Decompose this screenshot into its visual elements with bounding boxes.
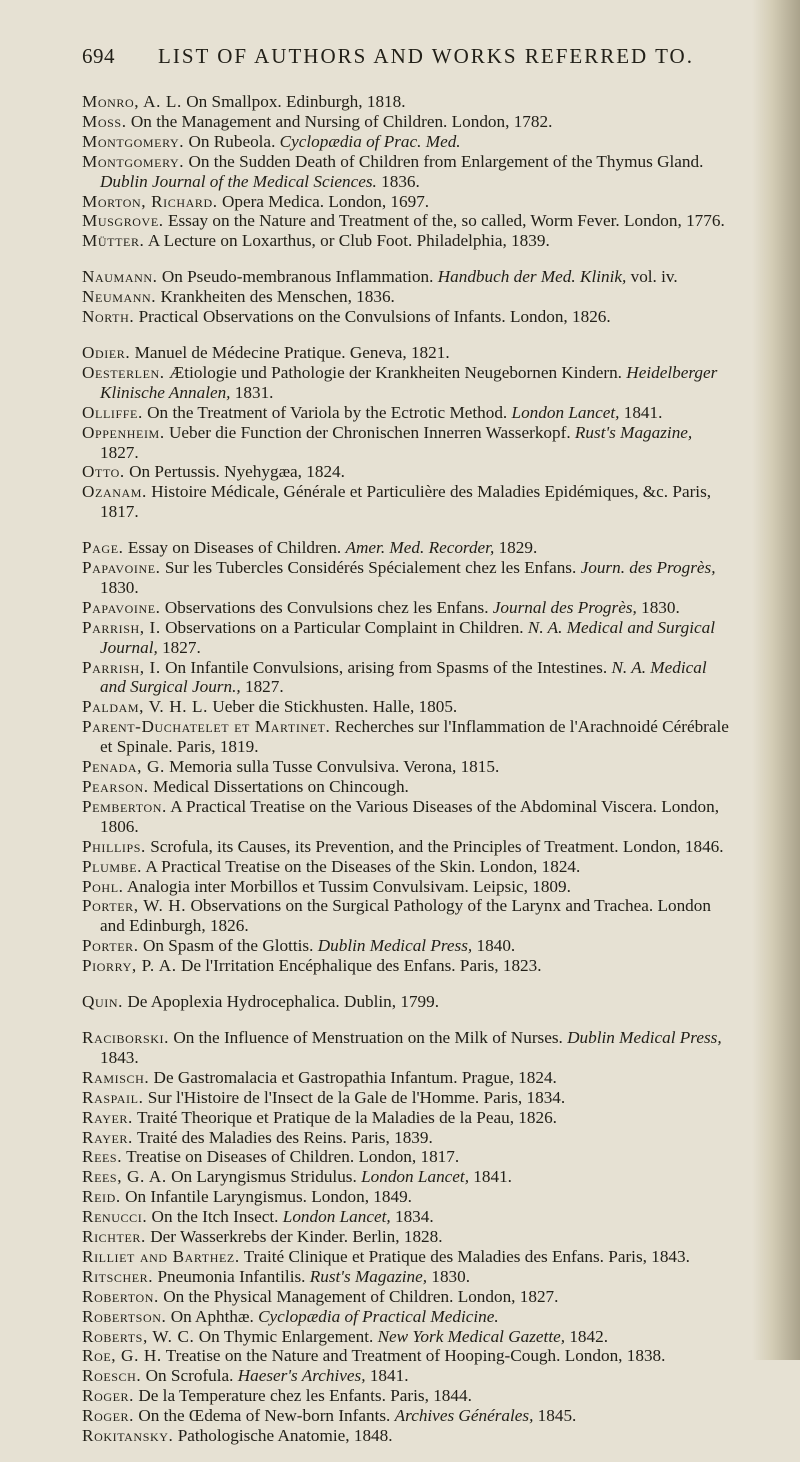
- entry-author: Roger.: [82, 1386, 135, 1406]
- entry-title: On Aphthæ.: [170, 1306, 254, 1326]
- reference-entry: [82, 1147, 732, 1167]
- entry-title: Sur l'Histoire de l'Insect de la Gale de l'Homme.: [147, 1087, 480, 1107]
- entry-author: Roger.: [82, 1406, 135, 1426]
- entry-publication: 1843.: [100, 1047, 139, 1067]
- entry-author: Porter, W. H.: [82, 896, 187, 916]
- entry-author: Parent-Duchatelet et Martinet.: [82, 717, 331, 737]
- entry-publication: Paris, 1823.: [459, 956, 542, 976]
- entry-journal: Dublin Medical Press,: [567, 1027, 722, 1047]
- entry-title: Memoria sulla Tusse Convulsiva.: [169, 757, 400, 777]
- entry-author: Ramisch.: [82, 1067, 150, 1087]
- entry-title: On Scrofula.: [145, 1366, 234, 1386]
- entry-title: Treatise on the Nature and Treatment of Hooping-Cough.: [165, 1346, 561, 1366]
- entry-publication: 1830.: [641, 597, 680, 617]
- entry-author: Papavoine.: [82, 558, 161, 578]
- entry-author: Pearson.: [82, 777, 149, 796]
- entry-author: Phillips.: [82, 836, 146, 856]
- entry-author: Roberton.: [82, 1286, 159, 1306]
- entry-title: Pathologische Anatomie,: [177, 1426, 350, 1446]
- entry-publication: London, 1806.: [100, 796, 719, 836]
- entry-author: Olliffe.: [82, 402, 143, 422]
- page-edge-shadow: [752, 0, 800, 1360]
- entry-title: Essay on Diseases of Children.: [127, 538, 342, 558]
- entry-title: On Rubeola.: [188, 131, 276, 151]
- letter-group: [82, 992, 732, 1012]
- reference-entry: [82, 1187, 732, 1207]
- entry-publication: 1841.: [623, 402, 663, 422]
- entry-author: Piorry, P. A.: [82, 956, 177, 976]
- reference-entry: [82, 956, 732, 976]
- reference-entry: [82, 1327, 732, 1347]
- entry-author: Rees, G. A.: [82, 1167, 167, 1187]
- reference-entry: [82, 231, 732, 251]
- entry-author: Papavoine.: [82, 597, 161, 617]
- entry-title: On the Physical Management of Children.: [163, 1286, 454, 1306]
- entry-title: De Apoplexia Hydrocephalica.: [127, 992, 340, 1012]
- reference-entry: [82, 558, 732, 598]
- entry-publication: London, 1849.: [311, 1187, 412, 1207]
- reference-entry: [82, 112, 732, 132]
- entry-author: Moss.: [82, 111, 127, 131]
- entry-author: Oppenheim.: [82, 422, 165, 442]
- entry-title: On the Sudden Death of Children from Enlargement of the Thymus Gland.: [188, 151, 704, 171]
- entry-author: Raspail.: [82, 1087, 144, 1107]
- entry-title: Scrofula, its Causes, its Prevention, and the Principles of Treatment.: [150, 836, 619, 856]
- entry-author: Rokitansky.: [82, 1426, 174, 1446]
- entry-publication: Leipsic, 1809.: [473, 876, 571, 896]
- entry-title: On the Management and Nursing of Children.: [130, 111, 448, 131]
- entry-author: Rayer.: [82, 1107, 133, 1127]
- entry-title: On the Œdema of New-born Infants.: [138, 1406, 391, 1426]
- reference-entry: [82, 132, 732, 152]
- entry-title: A Practical Treatise on the Various Diseases of the Abdominal Viscera.: [170, 796, 657, 816]
- reference-entry: [82, 1128, 732, 1148]
- entry-author: Raciborski.: [82, 1027, 170, 1047]
- reference-entry: [82, 896, 732, 936]
- entry-title: On the Influence of Menstruation on the Milk of Nurses.: [173, 1027, 563, 1047]
- entry-publication: London, 1782.: [451, 111, 553, 131]
- reference-entry: [82, 1426, 732, 1446]
- entry-title: A Lecture on Loxarthus, or Club Foot.: [147, 231, 413, 251]
- letter-group: [82, 1028, 732, 1446]
- entry-title: Observations on a Particular Complaint in Children.: [165, 617, 524, 637]
- entry-publication: 1840.: [476, 936, 516, 956]
- entry-title: On Infantile Convulsions, arising from Spasms of the Intestines.: [165, 657, 608, 677]
- reference-entry: [82, 462, 732, 482]
- reference-entry: [82, 936, 732, 956]
- entry-author: Robertson.: [82, 1306, 167, 1326]
- entry-author: Oesterlen.: [82, 362, 165, 382]
- entry-title: Treatise on Diseases of Children.: [126, 1147, 355, 1167]
- letter-group: [82, 538, 732, 976]
- reference-entry: [82, 363, 732, 403]
- entry-publication: London, 1826.: [509, 307, 611, 327]
- reference-entry: [82, 287, 732, 307]
- entry-author: Ozanam.: [82, 482, 147, 502]
- reference-entry: [82, 1108, 732, 1128]
- entry-title: Pneumonia Infantilis.: [157, 1266, 306, 1286]
- entry-title: Ætiologie und Pathologie der Krankheiten Neugebornen Kindern.: [169, 362, 622, 382]
- entry-publication: 1827.: [244, 677, 284, 697]
- entry-title: On the Itch Insect.: [151, 1207, 279, 1227]
- entry-title: A Practical Treatise on the Diseases of the Skin.: [145, 856, 476, 876]
- reference-entry: [82, 837, 732, 857]
- entry-title: De Gastromalacia et Gastropathia Infantum.: [153, 1067, 458, 1087]
- entry-author: Penada, G.: [82, 757, 165, 777]
- entry-author: Paldam, V. H. L.: [82, 697, 209, 717]
- entry-title: On Pertussis.: [129, 462, 220, 482]
- reference-entry: [82, 1307, 732, 1327]
- reference-entry: [82, 658, 732, 698]
- entry-author: Renucci.: [82, 1207, 148, 1227]
- entry-title: Ueber die Function der Chronischen Innerren Wasserkopf.: [169, 422, 571, 442]
- entry-publication: 1830.: [100, 577, 139, 597]
- entry-author: Pemberton.: [82, 796, 167, 816]
- reference-entry: [82, 797, 732, 837]
- reference-entry: [82, 1267, 732, 1287]
- entry-publication: 1836.: [381, 171, 420, 191]
- entry-title: Practical Observations on the Convulsions of Infants.: [138, 307, 506, 327]
- entry-title: On Spasm of the Glottis.: [142, 936, 314, 956]
- entry-title: Analogia inter Morbillos et Tussim Convulsivam.: [126, 876, 469, 896]
- reference-entry: [82, 1028, 732, 1068]
- entry-author: Page.: [82, 538, 124, 558]
- entry-journal: Journ. des Progrès,: [580, 558, 716, 578]
- entry-journal: Dublin Medical Press,: [317, 936, 473, 956]
- entry-publication: Philadelphia, 1839.: [416, 231, 550, 251]
- reference-entry: [82, 1207, 732, 1227]
- reference-entry: [82, 211, 732, 231]
- letter-group: [82, 343, 732, 522]
- entry-journal: N. A. Medical and Surgical Journal,: [100, 617, 716, 657]
- entry-title: Traité des Maladies des Reins.: [136, 1127, 347, 1147]
- entry-author: Montgomery.: [82, 151, 185, 171]
- entry-author: Roberts, W. C.: [82, 1326, 195, 1346]
- entry-publication: Edinburgh, 1818.: [286, 92, 406, 111]
- reference-entry: [82, 538, 732, 558]
- entry-publication: London and Edinburgh, 1826.: [100, 896, 711, 936]
- entry-title: De la Temperature chez les Enfants.: [138, 1386, 386, 1406]
- entry-journal: Handbuch der Med. Klinik,: [437, 267, 627, 287]
- entry-author: Montgomery.: [82, 131, 185, 151]
- entry-journal: Cyclopædia of Prac. Med.: [279, 131, 461, 151]
- entry-publication: 1834.: [394, 1207, 434, 1227]
- reference-entry: [82, 618, 732, 658]
- entry-journal: Journal des Progrès,: [492, 597, 637, 617]
- reference-entry: [82, 1088, 732, 1108]
- entry-journal: Haeser's Archives,: [237, 1366, 366, 1386]
- entry-title: On the Treatment of Variola by the Ectrotic Method.: [147, 402, 508, 422]
- entry-publication: vol. iv.: [630, 267, 678, 287]
- entry-author: Rilliet and Barthez.: [82, 1246, 240, 1266]
- reference-entry: [82, 152, 732, 192]
- entry-publication: 1848.: [353, 1426, 393, 1446]
- reference-entry: [82, 343, 732, 363]
- reference-entry: [82, 877, 732, 897]
- entry-journal: Rust's Magazine,: [574, 422, 693, 442]
- entry-publication: 1831.: [234, 382, 274, 402]
- entry-publication: Halle, 1805.: [372, 697, 458, 717]
- entry-title: On Thymic Enlargement.: [198, 1326, 374, 1346]
- entry-journal: N. A. Medical and Surgical Journ.,: [100, 657, 707, 697]
- entry-title: Essay on the Nature and Treatment of the, so called, Worm Fever.: [167, 211, 620, 231]
- entry-author: Pohl.: [82, 876, 124, 896]
- entry-journal: Heidelberger Klinische Annalen,: [100, 362, 718, 402]
- entry-publication: 1830.: [431, 1266, 471, 1286]
- entry-publication: Dublin, 1799.: [344, 992, 440, 1012]
- reference-entry: [82, 423, 732, 463]
- entry-publication: Paris, 1843.: [608, 1246, 690, 1266]
- reference-entry: [82, 307, 732, 327]
- entry-publication: 1826.: [518, 1107, 557, 1127]
- entry-publication: Paris, 1839.: [351, 1127, 433, 1147]
- reference-entry: [82, 92, 732, 112]
- entry-title: On Smallpox.: [186, 92, 282, 111]
- entry-author: Plumbe.: [82, 856, 143, 876]
- reference-entry: [82, 1247, 732, 1267]
- entry-publication: London, 1817.: [358, 1147, 460, 1167]
- entry-author: Otto.: [82, 462, 125, 482]
- reference-list: [82, 92, 732, 1462]
- entry-title: Krankheiten des Menschen,: [160, 287, 352, 307]
- entry-journal: London Lancet,: [361, 1167, 469, 1187]
- entry-publication: 1836.: [356, 287, 395, 307]
- entry-journal: Archives Générales,: [394, 1406, 534, 1426]
- entry-publication: Verona, 1815.: [403, 757, 500, 777]
- entry-author: Morton, Richard.: [82, 191, 218, 211]
- page-number: 694: [82, 44, 115, 68]
- letter-group: [82, 267, 732, 327]
- entry-author: Neumann.: [82, 287, 157, 307]
- entry-title: On Pseudo-membranous Inflammation.: [161, 267, 434, 287]
- reference-entry: [82, 403, 732, 423]
- reference-entry: [82, 777, 732, 797]
- entry-journal: New York Medical Gazette,: [377, 1326, 566, 1346]
- entry-title: Ueber die Stickhusten.: [212, 697, 369, 717]
- entry-author: Quin.: [82, 992, 124, 1012]
- entry-publication: Paris, 1844.: [390, 1386, 472, 1406]
- entry-title: Medical Dissertations on Chincough.: [152, 777, 409, 796]
- reference-entry: [82, 717, 732, 757]
- reference-entry: [82, 482, 732, 522]
- reference-entry: [82, 598, 732, 618]
- entry-publication: 1841.: [473, 1167, 512, 1187]
- entry-title: De l'Irritation Encéphalique des Enfans.: [180, 956, 456, 976]
- entry-author: Rayer.: [82, 1127, 133, 1147]
- entry-title: Sur les Tubercles Considérés Spécialement chez les Enfans.: [164, 558, 577, 578]
- entry-author: Reid.: [82, 1187, 121, 1207]
- reference-entry: [82, 992, 732, 1012]
- entry-title: Opera Medica.: [221, 191, 325, 211]
- reference-entry: [82, 757, 732, 777]
- reference-entry: [82, 1287, 732, 1307]
- entry-title: Recherches sur l'Inflammation de l'Arachnoidé Cérébrale et Spinale.: [100, 717, 729, 757]
- reference-entry: [82, 267, 732, 287]
- entry-title: On Infantile Laryngismus.: [125, 1187, 307, 1207]
- entry-publication: London, 1824.: [479, 856, 581, 876]
- entry-publication: Paris, 1819.: [176, 737, 259, 757]
- reference-entry: [82, 857, 732, 877]
- page-header: [82, 44, 702, 72]
- entry-publication: 1841.: [369, 1366, 409, 1386]
- entry-publication: 1827.: [162, 637, 201, 657]
- entry-title: Observations on the Surgical Pathology of the Larynx and Trachea.: [190, 896, 654, 916]
- reference-entry: [82, 1386, 732, 1406]
- entry-publication: Prague, 1824.: [461, 1067, 557, 1087]
- reference-entry: [82, 1227, 732, 1247]
- entry-publication: Geneva, 1821.: [349, 342, 450, 362]
- entry-author: Parrish, I.: [82, 657, 161, 677]
- reference-entry: [82, 1167, 732, 1187]
- entry-publication: London, 1827.: [457, 1286, 559, 1306]
- entry-journal: Rust's Magazine,: [309, 1266, 428, 1286]
- entry-title: Traité Clinique et Pratique des Maladies des Enfans.: [243, 1246, 604, 1266]
- reference-entry: [82, 1366, 732, 1386]
- entry-journal: London Lancet,: [511, 402, 620, 422]
- entry-author: Roesch.: [82, 1366, 142, 1386]
- letter-group: [82, 92, 732, 251]
- entry-publication: 1842.: [569, 1326, 608, 1346]
- reference-entry: [82, 697, 732, 717]
- running-title: LIST OF AUTHORS AND WORKS REFERRED TO.: [158, 44, 694, 68]
- entry-publication: London, 1697.: [328, 191, 430, 211]
- entry-author: Porter.: [82, 936, 139, 956]
- entry-journal: Amer. Med. Recorder,: [345, 538, 495, 558]
- entry-author: Monro, A. L.: [82, 92, 182, 111]
- entry-author: Ritscher.: [82, 1266, 154, 1286]
- entry-author: Odier.: [82, 342, 131, 362]
- entry-author: Roe, G. H.: [82, 1346, 162, 1366]
- reference-entry: [82, 1346, 732, 1366]
- entry-author: Rees.: [82, 1147, 123, 1167]
- reference-entry: [82, 1406, 732, 1426]
- entry-publication: London, 1776.: [624, 211, 725, 231]
- entry-publication: Paris, 1834.: [483, 1087, 566, 1107]
- entry-journal: Cyclopædia of Practical Medicine.: [258, 1306, 499, 1326]
- entry-author: Parrish, I.: [82, 617, 161, 637]
- entry-author: Richter.: [82, 1227, 146, 1247]
- entry-title: On Laryngismus Stridulus.: [171, 1167, 357, 1187]
- entry-title: Observations des Convulsions chez les Enfans.: [164, 597, 489, 617]
- entry-publication: 1827.: [100, 442, 139, 462]
- entry-author: Mütter.: [82, 231, 145, 251]
- entry-title: Histoire Médicale, Générale et Particulière des Maladies Epidémiques, &c.: [151, 482, 669, 502]
- entry-publication: 1845.: [537, 1406, 577, 1426]
- entry-publication: Nyehygæa, 1824.: [224, 462, 345, 482]
- entry-publication: Berlin, 1828.: [352, 1227, 443, 1247]
- reference-entry: [82, 192, 732, 212]
- reference-entry: [82, 1068, 732, 1088]
- entry-publication: London, 1846.: [622, 836, 724, 856]
- entry-author: Musgrove.: [82, 211, 164, 231]
- entry-title: Traité Theorique et Pratique de la Maladies de la Peau,: [136, 1107, 514, 1127]
- entry-publication: Paris, 1817.: [100, 482, 712, 522]
- entry-author: Naumann.: [82, 267, 158, 287]
- entry-publication: London, 1838.: [564, 1346, 666, 1366]
- entry-journal: Dublin Journal of the Medical Sciences.: [100, 171, 377, 191]
- entry-journal: London Lancet,: [282, 1207, 391, 1227]
- entry-title: Manuel de Médecine Pratique.: [134, 342, 346, 362]
- entry-publication: 1829.: [498, 538, 538, 558]
- entry-author: North.: [82, 307, 135, 327]
- entry-title: Der Wasserkrebs der Kinder.: [150, 1227, 349, 1247]
